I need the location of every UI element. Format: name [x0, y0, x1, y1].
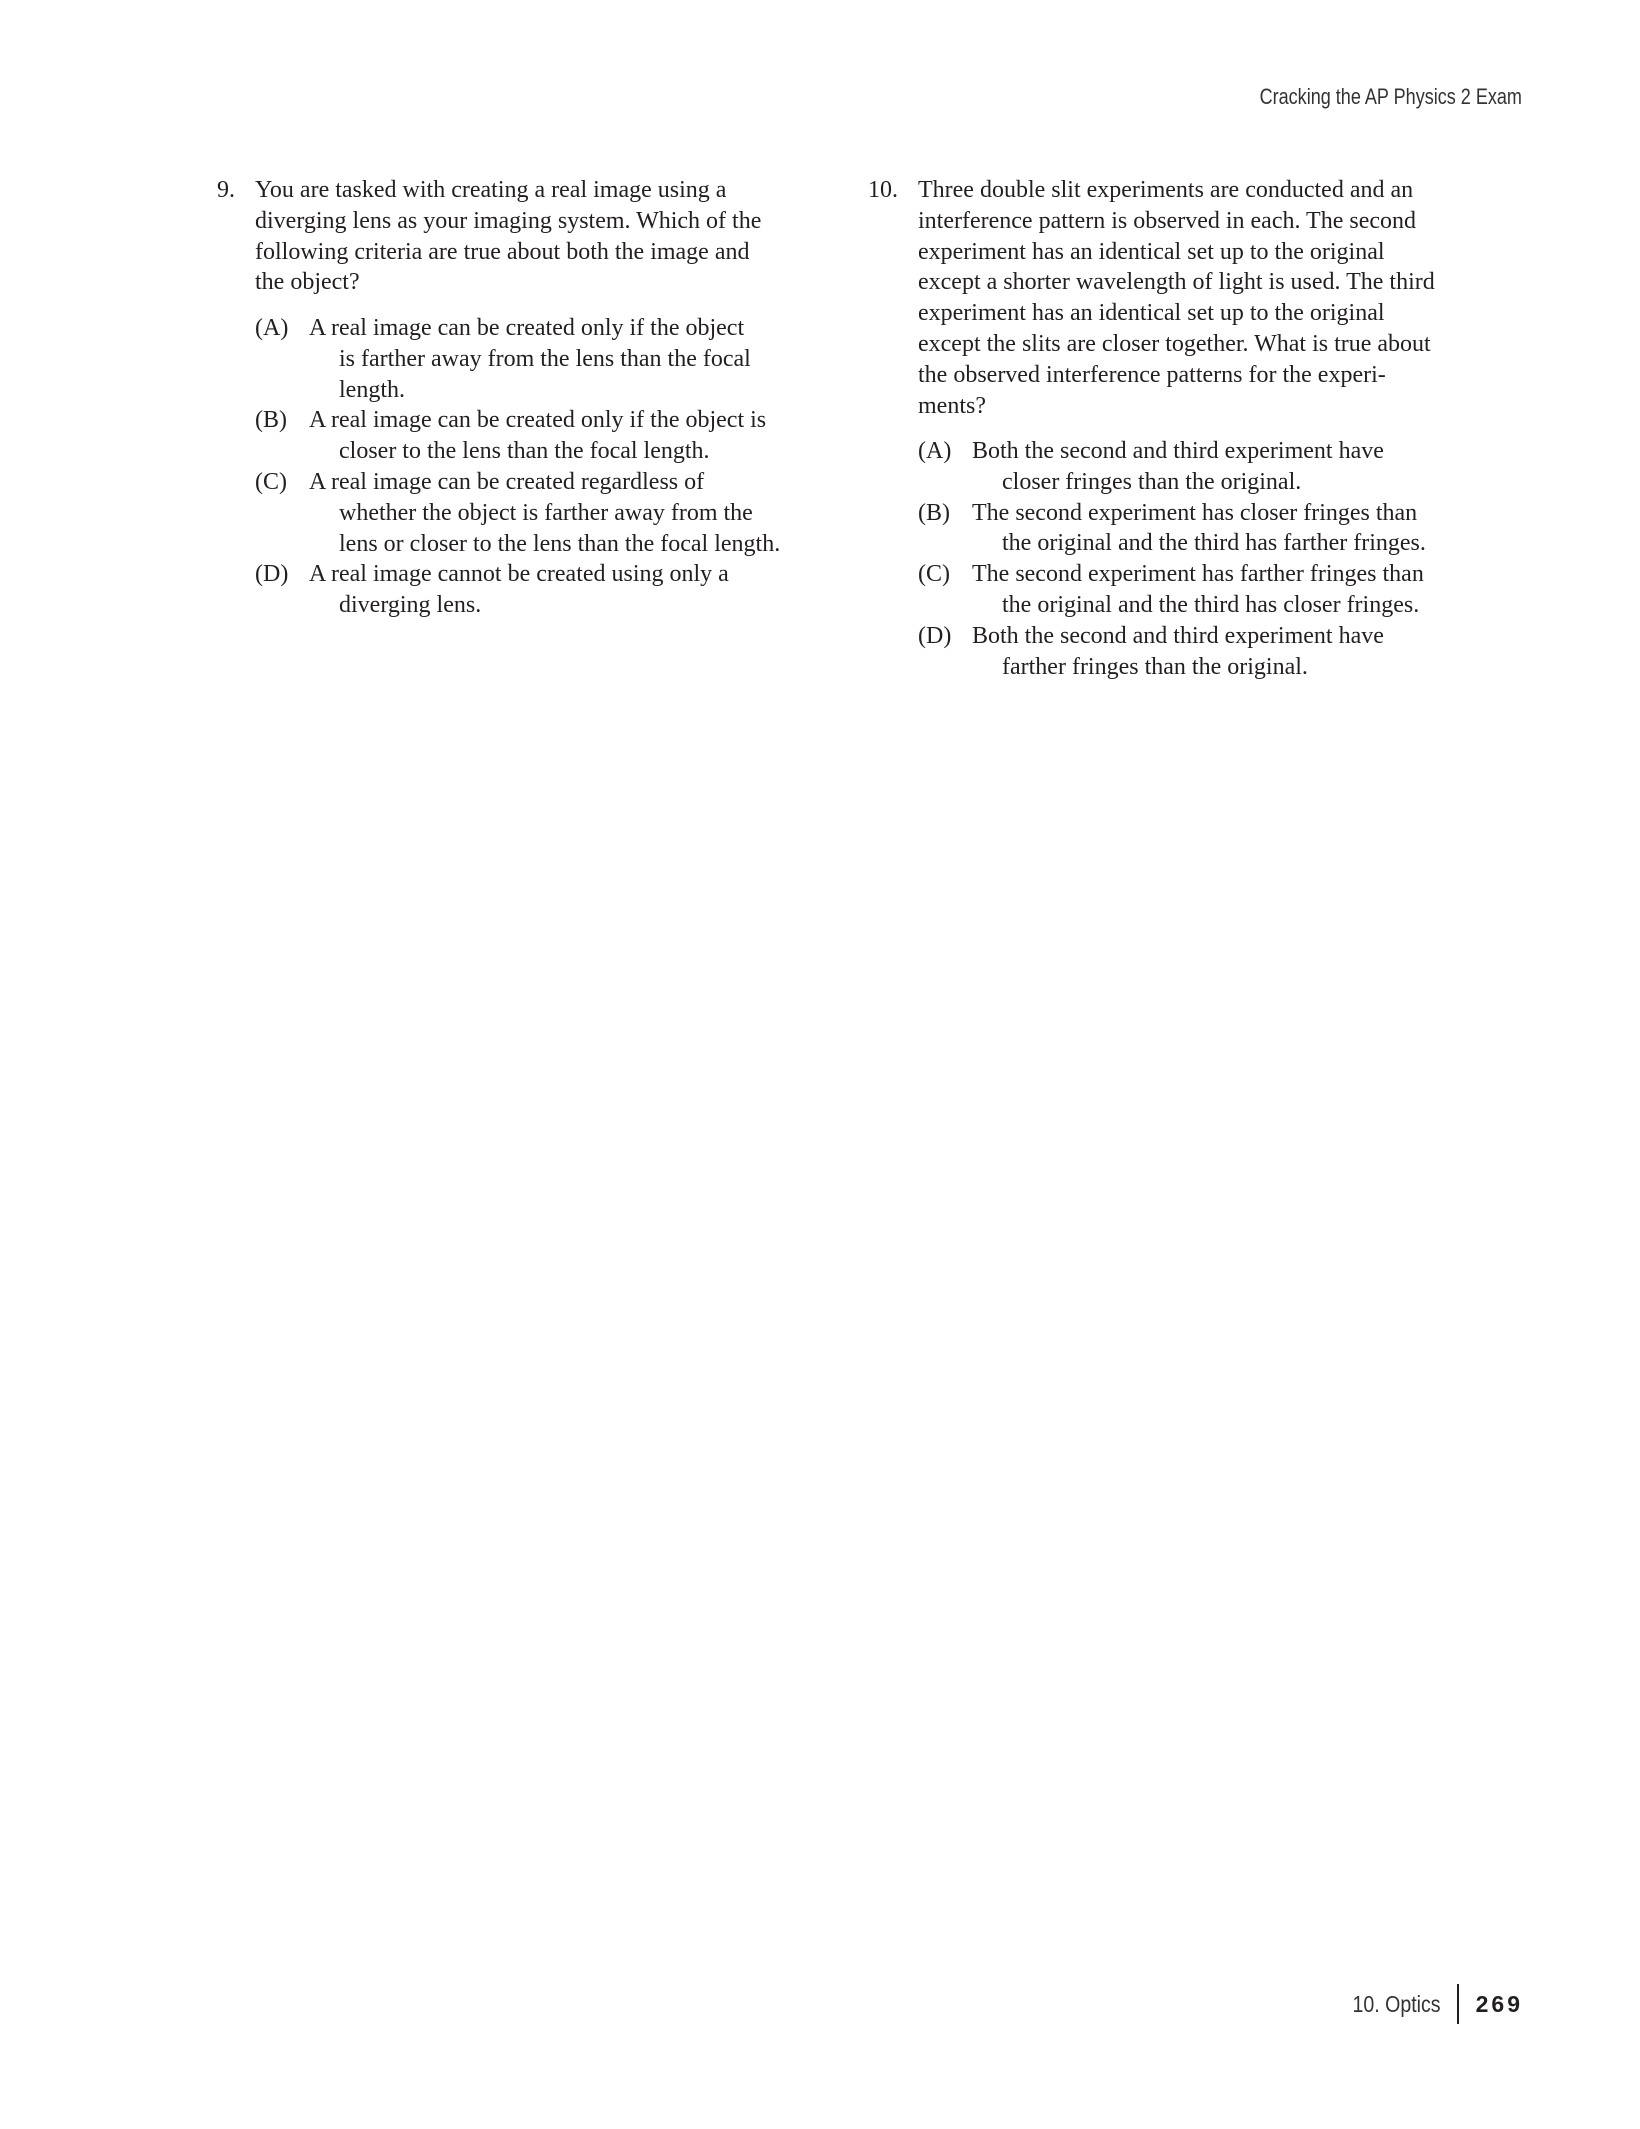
option-label: (A) [255, 315, 289, 341]
option-label: (C) [918, 561, 950, 588]
answer-option-a [255, 313, 780, 405]
question-stem [918, 175, 1435, 421]
option-label: (B) [918, 499, 950, 526]
option-text-line: The second experiment has closer fringes than [972, 499, 1418, 526]
question-stem [255, 175, 761, 298]
option-text-line: the original and the third has closer fringes. [1002, 591, 1420, 618]
option-text-line: farther fringes than the original. [1002, 653, 1308, 680]
option-label: (B) [255, 407, 287, 434]
stem-line: except a shorter wavelength of light is used. The third [918, 269, 1435, 296]
question-number: 10. [868, 177, 898, 203]
option-text-line: A real image can be created regardless of [309, 468, 705, 495]
option-text-line: Both the second and third experiment have [972, 622, 1384, 649]
chapter-title: 10. Optics [1352, 1990, 1441, 2017]
option-text-line: the original and the third has farther fringes. [1002, 530, 1426, 557]
option-text-line: A real image can be created only if the object [309, 315, 745, 341]
answer-option-a [918, 436, 1426, 498]
page-footer [1337, 1984, 1523, 2024]
answer-option-c [255, 467, 780, 559]
option-text-line: The second experiment has farther fringes than [972, 561, 1424, 588]
stem-line: You are tasked with creating a real image using a [255, 177, 727, 203]
page-number: 269 [1475, 1990, 1523, 2017]
question-number: 9. [217, 177, 235, 203]
stem-line: Three double slit experiments are conducted and an [918, 177, 1414, 203]
option-text-line: whether the object is farther away from the [339, 499, 753, 526]
answer-options [918, 436, 1426, 682]
stem-line: experiment has an identical set up to the original [918, 238, 1385, 265]
answer-option-b [918, 498, 1426, 560]
option-text-line: closer to the lens than the focal length. [339, 438, 710, 465]
option-text-line: A real image cannot be created using only a [309, 561, 729, 588]
option-text-line: is farther away from the lens than the focal [339, 345, 751, 372]
option-label: (A) [918, 438, 952, 464]
stem-line: except the slits are closer together. What is true about [918, 330, 1431, 357]
option-label: (D) [918, 622, 952, 649]
stem-line: experiment has an identical set up to the original [918, 300, 1385, 327]
stem-line: the object? [255, 269, 360, 296]
answer-option-b [255, 405, 780, 467]
option-text-line: diverging lens. [339, 592, 482, 619]
option-label: (D) [255, 561, 289, 588]
answer-options [255, 313, 780, 621]
option-label: (C) [255, 468, 287, 495]
option-text-line: lens or closer to the lens than the focal length. [339, 530, 781, 557]
stem-line: ments? [918, 392, 986, 419]
answer-option-c [918, 559, 1426, 621]
answer-option-d [918, 621, 1426, 683]
running-header: Cracking the AP Physics 2 Exam [1259, 84, 1522, 109]
option-text-line: closer fringes than the original. [1002, 468, 1302, 495]
stem-line: interference pattern is observed in each. The second [918, 207, 1416, 234]
option-text-line: length. [339, 376, 405, 403]
footer-divider [1457, 1984, 1459, 2024]
option-text-line: A real image can be created only if the object is [309, 407, 767, 434]
answer-option-d [255, 559, 780, 621]
option-text-line: Both the second and third experiment have [972, 438, 1384, 464]
stem-line: diverging lens as your imaging system. Which of the [255, 207, 762, 234]
stem-line: the observed interference patterns for the experi- [918, 361, 1386, 388]
stem-line: following criteria are true about both the image and [255, 238, 750, 265]
